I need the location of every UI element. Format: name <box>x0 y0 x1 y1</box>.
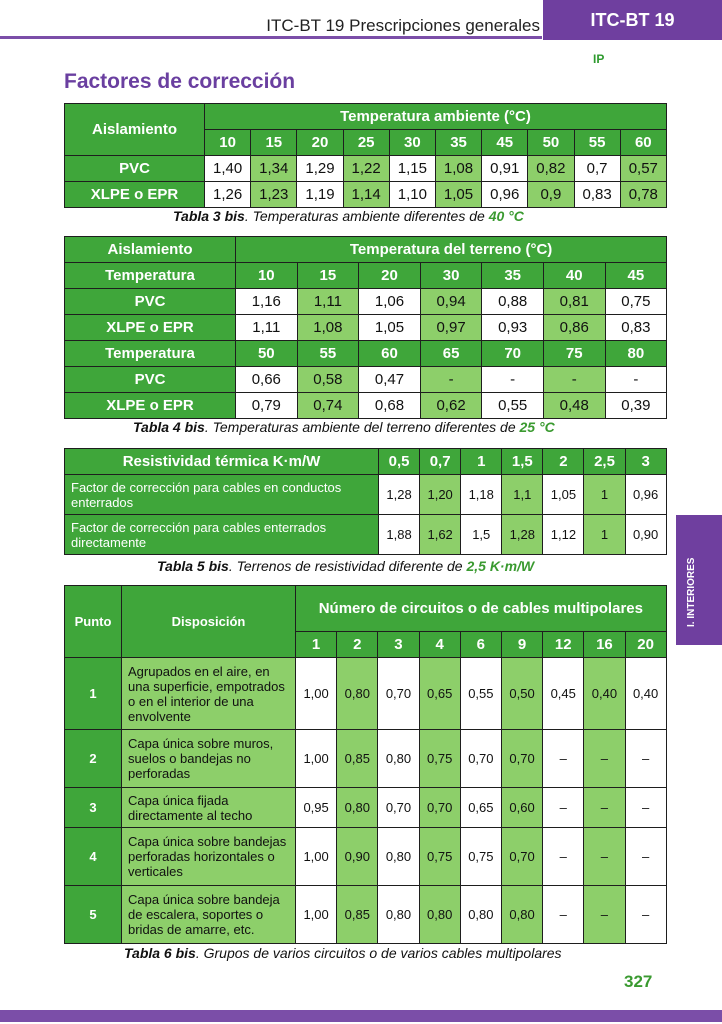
caption-table-6 <box>124 945 562 961</box>
punto-number: 1 <box>65 658 122 730</box>
table-cell: 1 <box>584 475 625 515</box>
caption-table-3 <box>173 208 524 224</box>
table-cell: 0,70 <box>501 730 542 788</box>
temp-header: 35 <box>482 263 544 289</box>
table-cell: 0,80 <box>378 730 419 788</box>
table-cell: 0,80 <box>378 886 419 944</box>
table-cell: 1,26 <box>205 182 251 208</box>
disposicion-header: Disposición <box>122 586 296 658</box>
temp-header: 30 <box>420 263 482 289</box>
table-cell: 1,05 <box>543 475 584 515</box>
table-cell: 0,83 <box>605 315 667 341</box>
row-label: Factor de corrección para cables enterrados directamente <box>65 515 379 555</box>
temp-header: 55 <box>297 341 359 367</box>
table-cell: 1,88 <box>379 515 420 555</box>
table-cell: 0,90 <box>337 828 378 886</box>
row-label: PVC <box>65 156 205 182</box>
table-cell: 0,62 <box>420 393 482 419</box>
table-cell: 0,75 <box>605 289 667 315</box>
table-cell: 1,19 <box>297 182 343 208</box>
caption-label: Tabla 4 bis <box>133 419 205 435</box>
table-cell: 0,85 <box>337 730 378 788</box>
temp-header: 50 <box>528 130 574 156</box>
table-cell: 1,62 <box>420 515 461 555</box>
table-cell: – <box>584 886 625 944</box>
table-cell: – <box>584 788 625 828</box>
table-cell: 0,80 <box>501 886 542 944</box>
resistividad-value-header: 1 <box>461 449 502 475</box>
caption-table-4 <box>133 419 555 435</box>
publisher-logo: IP <box>593 52 605 66</box>
table-cell: 0,9 <box>528 182 574 208</box>
table-cell: 0,74 <box>297 393 359 419</box>
table-cell: 1,11 <box>297 289 359 315</box>
temp-header: 60 <box>620 130 666 156</box>
table-cell: 0,91 <box>482 156 528 182</box>
punto-header: Punto <box>65 586 122 658</box>
table-cell: 0,40 <box>625 658 666 730</box>
table-cell: – <box>543 886 584 944</box>
table-cell: 0,65 <box>419 658 460 730</box>
punto-number: 4 <box>65 828 122 886</box>
table-cell: 0,47 <box>359 367 421 393</box>
table-cell: 1 <box>584 515 625 555</box>
temp-header: 15 <box>297 263 359 289</box>
temp-header: 80 <box>605 341 667 367</box>
table-cell: 0,75 <box>419 730 460 788</box>
table-cell: 0,97 <box>420 315 482 341</box>
punto-number: 2 <box>65 730 122 788</box>
table-cell: 1,29 <box>297 156 343 182</box>
resistividad-value-header: 1,5 <box>502 449 543 475</box>
table-cell: 1,14 <box>343 182 389 208</box>
table-cell: 1,22 <box>343 156 389 182</box>
table-cell: 0,55 <box>460 658 501 730</box>
caption-text: . Terrenos de resistividad diferente de <box>228 558 467 574</box>
table-cell: 0,60 <box>501 788 542 828</box>
temperatura-label: Temperatura <box>65 341 236 367</box>
numero-circuitos-header: Número de circuitos o de cables multipolares <box>296 586 667 632</box>
table-cell: 1,16 <box>236 289 298 315</box>
circuit-count-header: 2 <box>337 632 378 658</box>
circuit-count-header: 20 <box>625 632 666 658</box>
aislamiento-header: Aislamiento <box>65 237 236 263</box>
temp-header: 15 <box>251 130 297 156</box>
circuit-count-header: 12 <box>543 632 584 658</box>
caption-text: . Grupos de varios circuitos o de varios cables multipolares <box>195 945 562 961</box>
temperatura-ambiente-header: Temperatura ambiente (°C) <box>205 104 667 130</box>
table-cell: 0,39 <box>605 393 667 419</box>
table-cell: 0,80 <box>378 828 419 886</box>
table-cell: 0,96 <box>625 475 666 515</box>
table-cell: 1,05 <box>435 182 481 208</box>
table-cell: 1,11 <box>236 315 298 341</box>
table-cell: 1,05 <box>359 315 421 341</box>
table-cell: – <box>625 886 666 944</box>
caption-table-5 <box>157 558 534 574</box>
footer-rule <box>0 1010 722 1022</box>
table-cell: 0,70 <box>378 658 419 730</box>
temp-header: 40 <box>543 263 605 289</box>
table-cell: 0,68 <box>359 393 421 419</box>
disposicion-text: Agrupados en el aire, en una superficie, empotrados o en el interior de una envolvente <box>122 658 296 730</box>
table-cell: 1,08 <box>297 315 359 341</box>
circuit-count-header: 4 <box>419 632 460 658</box>
circuit-count-header: 1 <box>296 632 337 658</box>
table-cell: 0,70 <box>501 828 542 886</box>
temperatura-label: Temperatura <box>65 263 236 289</box>
table-cell: 0,7 <box>574 156 620 182</box>
temp-header: 60 <box>359 341 421 367</box>
table-cell: 1,00 <box>296 886 337 944</box>
table-cell: 0,45 <box>543 658 584 730</box>
circuit-count-header: 3 <box>378 632 419 658</box>
temp-header: 70 <box>482 341 544 367</box>
temp-header: 55 <box>574 130 620 156</box>
table-cell: 1,00 <box>296 828 337 886</box>
table-cell: 0,82 <box>528 156 574 182</box>
table-cell: 0,50 <box>501 658 542 730</box>
table-cell: 0,96 <box>482 182 528 208</box>
header-rule <box>0 36 542 39</box>
resistividad-value-header: 2,5 <box>584 449 625 475</box>
caption-label: Tabla 3 bis <box>173 208 245 224</box>
table-cell: 1,10 <box>389 182 435 208</box>
table-5-bis <box>64 448 667 555</box>
table-cell: 0,80 <box>460 886 501 944</box>
punto-number: 5 <box>65 886 122 944</box>
disposicion-text: Capa única sobre bandejas perforadas horizontales o verticales <box>122 828 296 886</box>
temp-header: 65 <box>420 341 482 367</box>
table-cell: 0,95 <box>296 788 337 828</box>
table-cell: 0,40 <box>584 658 625 730</box>
table-cell: 0,93 <box>482 315 544 341</box>
table-cell: 0,55 <box>482 393 544 419</box>
table-cell: 0,75 <box>419 828 460 886</box>
table-cell: 0,70 <box>419 788 460 828</box>
table-cell: 1,00 <box>296 730 337 788</box>
table-cell: – <box>625 730 666 788</box>
table-cell: 1,15 <box>389 156 435 182</box>
table-cell: 0,75 <box>460 828 501 886</box>
table-cell: 1,20 <box>420 475 461 515</box>
circuit-count-header: 9 <box>501 632 542 658</box>
temp-header: 10 <box>205 130 251 156</box>
disposicion-text: Capa única sobre bandeja de escalera, soportes o bridas de amarre, etc. <box>122 886 296 944</box>
table-cell: 0,70 <box>460 730 501 788</box>
caption-label: Tabla 5 bis <box>157 558 229 574</box>
table-3-bis <box>64 103 667 208</box>
table-cell: 1,5 <box>461 515 502 555</box>
caption-text: . Temperaturas ambiente diferentes de <box>244 208 489 224</box>
caption-label: Tabla 6 bis <box>124 945 196 961</box>
disposicion-text: Capa única fijada directamente al techo <box>122 788 296 828</box>
header-tab: ITC-BT 19 <box>543 0 722 40</box>
table-cell: 0,79 <box>236 393 298 419</box>
table-cell: 0,66 <box>236 367 298 393</box>
section-side-tab <box>676 515 722 645</box>
resistividad-value-header: 0,7 <box>420 449 461 475</box>
page-number: 327 <box>624 972 653 991</box>
table-cell: 0,86 <box>543 315 605 341</box>
row-label: PVC <box>65 367 236 393</box>
resistividad-value-header: 0,5 <box>379 449 420 475</box>
resistividad-header: Resistividad térmica K·m/W <box>65 449 379 475</box>
temp-header: 75 <box>543 341 605 367</box>
section-side-tab-label: I. INTERIORES <box>686 557 697 627</box>
table-cell: 0,78 <box>620 182 666 208</box>
temperatura-terreno-header: Temperatura del terreno (°C) <box>236 237 667 263</box>
row-label: PVC <box>65 289 236 315</box>
table-cell: 0,85 <box>337 886 378 944</box>
page-heading: Factores de corrección <box>64 70 296 93</box>
table-cell: – <box>584 730 625 788</box>
row-label: XLPE o EPR <box>65 182 205 208</box>
table-cell: – <box>625 788 666 828</box>
table-cell: 0,58 <box>297 367 359 393</box>
aislamiento-header: Aislamiento <box>65 104 205 156</box>
table-cell: 1,34 <box>251 156 297 182</box>
table-cell: – <box>625 828 666 886</box>
resistividad-value-header: 3 <box>625 449 666 475</box>
table-cell: 0,94 <box>420 289 482 315</box>
resistividad-value-header: 2 <box>543 449 584 475</box>
table-cell: 1,12 <box>543 515 584 555</box>
caption-text: . Temperaturas ambiente del terreno diferentes de <box>204 419 520 435</box>
disposicion-text: Capa única sobre muros, suelos o bandejas no perforadas <box>122 730 296 788</box>
header-title: ITC-BT 19 Prescripciones generales <box>266 16 540 35</box>
table-cell: – <box>543 828 584 886</box>
table-cell: 0,90 <box>625 515 666 555</box>
temp-header: 20 <box>297 130 343 156</box>
temp-header: 10 <box>236 263 298 289</box>
table-cell: – <box>543 730 584 788</box>
table-cell: - <box>543 367 605 393</box>
row-label: XLPE o EPR <box>65 393 236 419</box>
table-cell: 1,28 <box>502 515 543 555</box>
table-cell: 1,18 <box>461 475 502 515</box>
table-cell: 0,80 <box>337 788 378 828</box>
table-6-bis <box>64 585 667 944</box>
temp-header: 45 <box>482 130 528 156</box>
temp-header: 30 <box>389 130 435 156</box>
table-cell: 0,88 <box>482 289 544 315</box>
table-cell: 0,57 <box>620 156 666 182</box>
table-cell: - <box>605 367 667 393</box>
table-cell: 1,08 <box>435 156 481 182</box>
temp-header: 35 <box>435 130 481 156</box>
table-cell: 1,28 <box>379 475 420 515</box>
circuit-count-header: 6 <box>460 632 501 658</box>
table-cell: - <box>482 367 544 393</box>
caption-highlight: 25 °C <box>519 419 555 435</box>
row-label: XLPE o EPR <box>65 315 236 341</box>
table-cell: - <box>420 367 482 393</box>
circuit-count-header: 16 <box>584 632 625 658</box>
temp-header: 25 <box>343 130 389 156</box>
table-cell: 0,70 <box>378 788 419 828</box>
table-4-bis <box>64 236 667 419</box>
table-cell: 0,65 <box>460 788 501 828</box>
table-cell: – <box>584 828 625 886</box>
caption-highlight: 2,5 K·m/W <box>466 558 535 574</box>
table-cell: 1,40 <box>205 156 251 182</box>
table-cell: 1,1 <box>502 475 543 515</box>
temp-header: 45 <box>605 263 667 289</box>
table-cell: 0,80 <box>419 886 460 944</box>
table-cell: 0,80 <box>337 658 378 730</box>
caption-highlight: 40 °C <box>488 208 524 224</box>
table-cell: 0,81 <box>543 289 605 315</box>
table-cell: 1,06 <box>359 289 421 315</box>
table-cell: – <box>543 788 584 828</box>
temp-header: 50 <box>236 341 298 367</box>
table-cell: 0,83 <box>574 182 620 208</box>
table-cell: 1,23 <box>251 182 297 208</box>
row-label: Factor de corrección para cables en conductos enterrados <box>65 475 379 515</box>
temp-header: 20 <box>359 263 421 289</box>
table-cell: 1,00 <box>296 658 337 730</box>
punto-number: 3 <box>65 788 122 828</box>
table-cell: 0,48 <box>543 393 605 419</box>
